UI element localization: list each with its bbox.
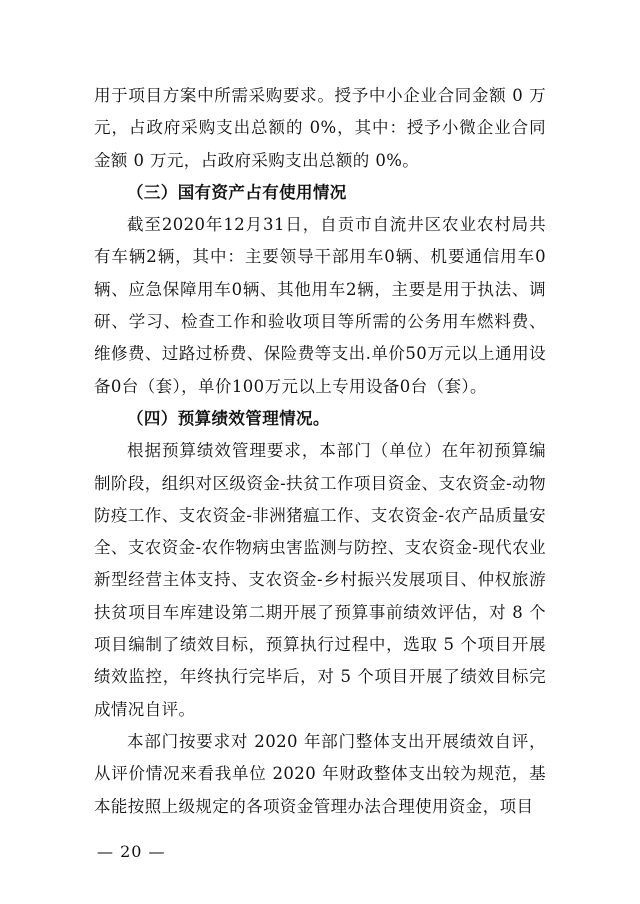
paragraph-performance: 根据预算绩效管理要求，本部门（单位）在年初预算编制阶段，组织对区级资金-扶贫工作项目资金、支农资金-动物防疫工作、支农资金-非洲猪瘟工作、支农资金-农产品质量安全、支农资金-农作物病虫害监测与防控、支农资金-现代农业新型经营主体支持、支农资金-乡村振兴发展项目、仲权旅游扶贫项目车库建设第二期开展了预算事前绩效评估，对 8 个项目编制了绩效目标，预算执行过程中，选取 5 个项目开展绩效监控，年终执行完毕后，对 5 个项目开展了绩效目标完成情况自评。 xyxy=(94,441,546,719)
paragraph-procurement: 用于项目方案中所需采购要求。授予中小企业合同金额 0 万元，占政府采购支出总额的 0%，其中：授予小微企业合同金额 0 万元，占政府采购支出总额的 0%。 xyxy=(94,86,546,170)
body-text xyxy=(94,80,546,823)
paragraph-self-evaluation: 本部门按要求对 2020 年部门整体支出开展绩效自评，从评价情况来看我单位 2020 年财政整体支出较为规范，基本能按照上级规定的各项资金管理办法合理使用资金，项目 xyxy=(94,731,546,816)
paragraph-state-assets: 截至2020年12月31日，自贡市自流井区农业农村局共有车辆2辆，其中：主要领导干部用车0辆、机要通信用车0辆、应急保障用车0辆、其他用车2辆，主要是用于执法、调研、学习、检查工作和验收项目等所需的公务用车燃料费、维修费、过路过桥费、保险费等支出.单价50万元以上通用设备0台（套），单价100万元以上专用设备0台（套）。 xyxy=(94,215,546,396)
section-heading-state-assets: （三）国有资产占有使用情况 xyxy=(127,182,347,202)
page-number: — 20 — xyxy=(97,842,166,861)
section-heading-performance: （四）预算绩效管理情况。 xyxy=(127,408,330,428)
